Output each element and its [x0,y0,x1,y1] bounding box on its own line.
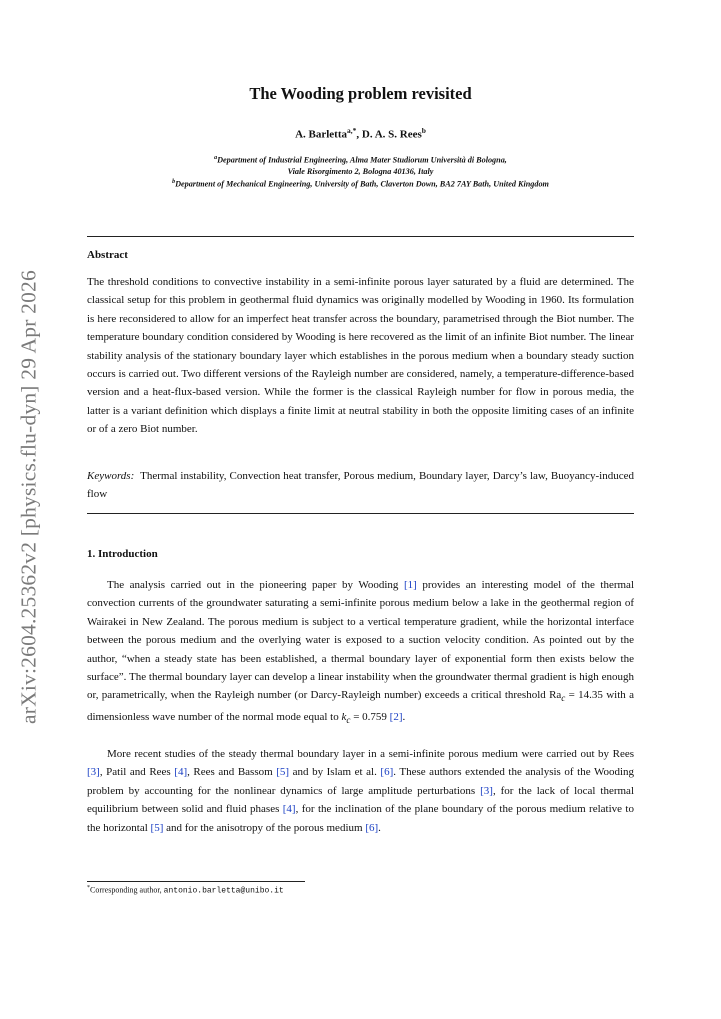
keywords-label: Keywords: [87,470,135,482]
text-run: provides an interesting model of the thermal convection currents of the groundwater saturating a semi-infinite porous medium below a lake in the geothermal region of Wairakei in New Zealand. The porous medium is subject to a vertical temperature gradient, while the horizontal interface between the porous medium and the overlying water is exposed to a suction velocity condition. As pointed out by the author, “when a steady state has been established, a thermal boundary layer of exponential form then exists below the surface”. The thermal boundary layer can develop a linear instability when the groundwater thermal gradient is high enough or, parametrically, when the Rayleigh number (or Darcy-Rayleigh number) exceeds a critical threshold [87,579,634,702]
author-affil-mark: a,* [347,126,357,135]
affiliation-mark: b [172,179,176,186]
citation-link[interactable]: [5] [150,821,164,834]
text-run: . [378,821,381,834]
citation-link[interactable]: [4] [282,803,296,816]
keywords [87,467,634,504]
text-run: and for the anisotropy of the porous medium [163,821,366,834]
paper-title: The Wooding problem revisited [249,84,472,103]
wave-number-symbol: k [341,711,347,724]
citation-link[interactable]: [6] [365,821,379,834]
intro-paragraph-2 [87,745,634,837]
text-run: = 14.35 with a dimensionless wave number of the normal mode equal to [87,689,634,724]
abstract-heading: Abstract [87,249,128,261]
footnote-text: Corresponding author, [90,885,164,895]
text-run: , for the inclination of the plane boundary of the porous medium relative to the horizontal [87,803,634,834]
text-run: , Patil and Rees [99,766,175,779]
citation-link[interactable]: [6] [380,766,394,779]
text-run: The analysis carried out in the pioneering paper by Wooding [107,579,404,591]
affiliations [87,153,634,190]
author-email[interactable]: antonio.barletta@unibo.it [163,886,284,896]
citation-link[interactable]: [3] [480,784,493,797]
rayleigh-symbol: Ra [549,689,562,702]
subscript-c: c [346,715,351,726]
affiliation-a [87,153,634,166]
text-run: . [402,711,406,724]
footnote [87,885,284,896]
arxiv-stamp-text: arXiv:2604.25362v2 [physics.flu-dyn] 29 Apr 2026 [16,270,41,724]
author-name: A. Barletta [295,128,347,141]
section-heading-introduction: 1. Introduction [87,548,158,560]
abstract-text: The threshold conditions to convective instability in a semi-infinite porous layer saturated by a fluid are determined. The classical setup for this problem in geothermal fluid dynamics was originally modelled by Wooding in 1960. Its formulation is here reconsidered to allow for an imperfect heat transfer across the boundary, parametrised through the Biot number. The temperature boundary condition considered by Wooding is here recovered as the limit of an infinite Biot number. The linear stability analysis of the stationary boundary layer which establishes in the porous medium when a boundary steady suction occurs is carried out. Two different versions of the Rayleigh number are considered, namely, a temperature-difference-based version and a heat-flux-based version. While the former is the classical Rayleigh number for flow in porous media, the latter is a variant definition which displays a finite limit at neutral stability in both the opposite limiting cases of an infinite or of a zero Biot number. [87,276,634,436]
text-run: . These authors extended the analysis of the Wooding problem by accounting for the nonlinear dynamics of large amplitude perturbations [87,766,634,797]
citation-link[interactable]: [2] [389,711,403,724]
footnote-mark: * [87,885,90,891]
affiliation-line: Department of Industrial Engineering, Alma Mater Studiorum Università di Bologna, [217,155,507,165]
text-run: , for the lack of local thermal equilibrium between solid and fluid phases [87,784,634,816]
arxiv-stamp [8,247,50,747]
text-run: , Rees and Bassom [187,766,277,779]
author-affil-mark: b [421,126,426,135]
abstract-top-rule [87,236,634,237]
citation-link[interactable]: [1] [403,579,417,591]
footnote-rule [87,881,305,882]
author-name: D. A. S. Rees [361,128,422,141]
abstract-bottom-rule [87,513,634,514]
subscript-c: c [561,693,566,704]
author-separator: , [356,128,362,141]
affiliation-mark: a [214,155,218,161]
keywords-text: Thermal instability, Convection heat transfer, Porous medium, Boundary layer, Darcy’s law, Buoyancy-induced flow [87,470,634,501]
intro-paragraph-1 [87,576,634,730]
affiliation-a-line2: Viale Risorgimento 2, Bologna 40136, Italy [287,167,434,177]
affiliation-b [87,177,634,190]
text-run: and by Islam et al. [289,766,381,779]
affiliation-line: Department of Mechanical Engineering, University of Bath, Claverton Down, BA2 7AY Bath, United Kingdom [175,180,549,190]
text-run: = 0.759 [350,711,390,724]
text-run: More recent studies of the steady thermal boundary layer in a semi-infinite porous medium were carried out by Rees [107,748,634,760]
citation-link[interactable]: [5] [276,766,290,779]
citation-link[interactable]: [3] [87,766,100,779]
citation-link[interactable]: [4] [174,766,188,779]
author-list [87,126,634,141]
